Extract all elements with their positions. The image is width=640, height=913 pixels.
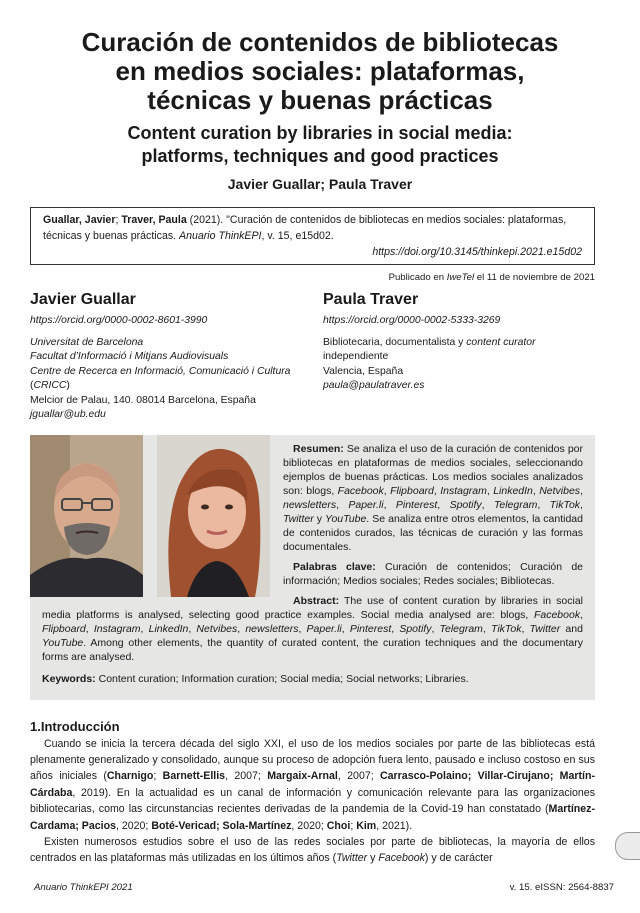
text-run: Twitter xyxy=(336,852,368,865)
text-run: , xyxy=(521,622,530,635)
text-run: YouTube xyxy=(42,636,84,649)
text-run: Choi xyxy=(326,819,351,832)
footer-journal: Anuario ThinkEPI 2021 xyxy=(34,881,133,893)
author-photos xyxy=(30,435,283,597)
abstract-box xyxy=(30,435,595,700)
text-run: , xyxy=(481,498,494,511)
text-run: Pinterest xyxy=(349,622,392,635)
text-run: . Se analiza entre otros elementos, la cantidad de contenidos curados, las técnicas de curación y las formas documentales. xyxy=(283,512,583,553)
text-run: The use of content curation by libraries in social media platforms is analysed, selecting good practice examples. Social media analysed are: blogs, xyxy=(42,594,583,621)
text-run: content curator xyxy=(466,336,536,348)
page-scroll-tab[interactable] xyxy=(615,832,640,860)
text-run: , xyxy=(537,498,550,511)
author2-block xyxy=(323,290,593,423)
author1-block xyxy=(30,290,300,423)
text-run: Telegram xyxy=(493,498,538,511)
text-run: Martínez-Cardama; Pacios xyxy=(30,803,595,832)
text-run: Margaix-Arnal xyxy=(267,770,338,783)
abstract-en xyxy=(42,594,583,664)
text-run: , xyxy=(188,622,197,635)
page-footer xyxy=(34,881,614,894)
text-run: LinkedIn xyxy=(493,484,533,497)
text-run: , xyxy=(336,498,349,511)
text-run: Twitter xyxy=(283,512,314,525)
text-run: , xyxy=(580,498,583,511)
author1-name: Javier Guallar xyxy=(30,291,136,308)
text-run: Traver, Paula xyxy=(121,214,187,226)
photo-javier-guallar xyxy=(30,435,143,597)
text-run: ) xyxy=(66,380,70,391)
text-run: TikTok xyxy=(491,622,522,635)
text-run: , 2020; xyxy=(115,819,152,832)
text-run: , 2019). En la actualidad es un canal de información y comunicación relevante para las organizaciones bibliotecarias, como las circunstancias recientes derivadas de la pandemia de la Covid-19 han constatado ( xyxy=(30,786,595,816)
text-run: , 2020; xyxy=(291,819,327,832)
text-run: Keywords: xyxy=(42,672,96,685)
text-run: Barnett-Ellis xyxy=(162,770,226,783)
doi-link[interactable]: https://doi.org/10.3145/thinkepi.2021.e15d02 xyxy=(372,246,582,258)
text-run: LinkedIn xyxy=(148,622,189,635)
text-run: , xyxy=(341,622,350,635)
text-run: Netvibes xyxy=(196,622,238,635)
text-run: , xyxy=(383,498,396,511)
author2-affiliation xyxy=(323,336,593,394)
text-run: newsletters xyxy=(283,498,337,511)
text-run: Telegram xyxy=(439,622,483,635)
citation-box xyxy=(30,207,595,265)
intro-paragraph-2 xyxy=(30,834,595,867)
text-run: Se analiza el uso de la curación de contenidos por bibliotecas en plataformas de medios sociales, seleccionando ejemplos de buenas prácticas. Los medios sociales analizados son: blogs, xyxy=(283,442,583,497)
text-run: , 2021). xyxy=(376,819,413,832)
text-run: y xyxy=(313,512,326,525)
text-run: Content curation; Information curation; Social media; Social networks; Libraries. xyxy=(95,672,469,685)
text-run: ; xyxy=(350,819,357,832)
paper-subtitle: Content curation by libraries in social media: platforms, techniques and good practices xyxy=(127,123,513,166)
text-run: , xyxy=(298,622,307,635)
text-run: Bibliotecaria, documentalista y xyxy=(323,336,467,348)
text-run: IweTel xyxy=(446,272,475,283)
text-run: Resumen: xyxy=(293,442,344,455)
author1-orcid[interactable]: https://orcid.org/0000-0002-8601-3990 xyxy=(30,315,208,326)
text-run: Kim xyxy=(356,819,377,832)
text-run: , xyxy=(482,622,491,635)
text-run: Anuario ThinkEPI xyxy=(179,230,262,242)
author1-affiliation xyxy=(30,336,300,423)
text-run: Publicado en xyxy=(388,272,447,283)
text-run: newsletters xyxy=(245,622,299,635)
text-run: Abstract: xyxy=(293,594,340,607)
text-run: Charnigo xyxy=(106,770,154,783)
text-run: , xyxy=(383,484,391,497)
section-heading: 1.Introducción xyxy=(30,718,120,734)
text-run: paula@paulatraver.es xyxy=(323,380,425,391)
text-run: Flipboard xyxy=(390,484,434,497)
text-run: Twitter xyxy=(529,622,561,635)
text-run: Spotify xyxy=(449,498,482,511)
text-run: Pinterest xyxy=(395,498,438,511)
photo-paula-traver xyxy=(157,435,270,597)
text-run: , xyxy=(140,622,149,635)
text-run: Boté-Vericad; Sola-Martínez xyxy=(151,819,292,832)
text-run: , xyxy=(532,484,540,497)
text-run: ( xyxy=(30,380,34,391)
text-run: , xyxy=(85,622,94,635)
text-run: Valencia, España xyxy=(323,365,404,377)
text-run: , 2007; xyxy=(225,770,268,783)
keywords-en xyxy=(42,672,583,686)
authors-line: Javier Guallar; Paula Traver xyxy=(227,176,413,192)
text-run: and xyxy=(560,622,583,635)
text-run: Facebook xyxy=(533,608,581,621)
text-run: , xyxy=(391,622,400,635)
text-run: , xyxy=(433,484,441,497)
text-run: YouTube xyxy=(325,512,367,525)
text-run: Instagram xyxy=(440,484,487,497)
text-run: Paper.li xyxy=(348,498,384,511)
text-run: TikTok xyxy=(549,498,581,511)
text-run: Carrasco-Polaino; Villar-Cirujano; Martín-Cárdaba xyxy=(30,770,595,799)
text-run: , v. 15, e15d02. xyxy=(261,230,334,242)
text-run: Universitat de Barcelona xyxy=(30,336,144,348)
text-run: Curación de contenidos; Curación de información; Medios sociales; Redes sociales; Bibliotecas. xyxy=(283,560,583,587)
text-run: el 11 de noviembre de 2021 xyxy=(474,272,595,283)
intro-paragraph-1 xyxy=(30,736,595,834)
text-run: Existen numerosos estudios sobre el uso de las redes sociales por parte de bibliotecas, la mayoría de ellos centrados en las plataformas más utilizadas en los últimos años ( xyxy=(30,835,595,865)
text-run: Paper.li xyxy=(306,622,342,635)
text-run: jguallar@ub.edu xyxy=(30,409,106,420)
text-run: Centre de Recerca en Informació, Comunicació i Cultura xyxy=(30,365,291,377)
text-run: Facultat d’Informació i Mitjans Audiovisuals xyxy=(30,351,229,362)
text-run: . Among other elements, the quantity of curated content, the curation techniques and the documentary forms are analysed. xyxy=(42,636,583,663)
text-run: , xyxy=(580,484,583,497)
text-run: ; xyxy=(115,214,122,226)
author2-orcid[interactable]: https://orcid.org/0000-0002-5333-3269 xyxy=(323,315,501,326)
published-note xyxy=(30,271,595,284)
text-run: Cuando se inicia la tercera década del siglo XXI, el uso de los medios sociales por parte de las bibliotecas está plenamente generalizado y consolidado, aunque su proceso de adopción fuera lento, pausado e incluso costoso en sus años iniciales ( xyxy=(30,737,595,783)
text-run: (2021). "Curación de contenidos de bibliotecas en medios sociales: plataformas, técnicas y buenas prácticas. xyxy=(43,214,567,242)
text-run: Spotify xyxy=(399,622,432,635)
text-run: , xyxy=(431,622,440,635)
text-run: CRICC xyxy=(33,380,67,391)
text-run: Palabras clave: xyxy=(293,560,376,573)
author2-name: Paula Traver xyxy=(323,291,419,308)
text-run: independiente xyxy=(323,351,389,362)
text-run: Melcior de Palau, 140. 08014 Barcelona, España xyxy=(30,394,256,406)
citation-text xyxy=(43,212,582,244)
text-run: , 2007; xyxy=(337,770,381,783)
text-run: Instagram xyxy=(93,622,141,635)
paper-title: Curación de contenidos de bibliotecas en medios sociales: plataformas, técnicas y buenas prácticas xyxy=(81,27,559,115)
introduction-section xyxy=(30,718,595,867)
text-run: Guallar, Javier xyxy=(43,214,116,226)
text-run: , xyxy=(580,608,583,621)
author-columns xyxy=(30,290,595,423)
text-run: ) y de carácter xyxy=(424,852,493,865)
text-run: Facebook xyxy=(378,852,425,865)
text-run: , xyxy=(237,622,246,635)
footer-issn: v. 15. eISSN: 2564-8837 xyxy=(509,881,614,893)
text-run: ; xyxy=(153,770,163,783)
text-run: y xyxy=(367,852,379,865)
text-run: Netvibes xyxy=(539,484,581,497)
text-run: Facebook xyxy=(337,484,384,497)
text-run: Flipboard xyxy=(42,622,86,635)
text-run: , xyxy=(437,498,450,511)
text-run: , xyxy=(486,484,494,497)
